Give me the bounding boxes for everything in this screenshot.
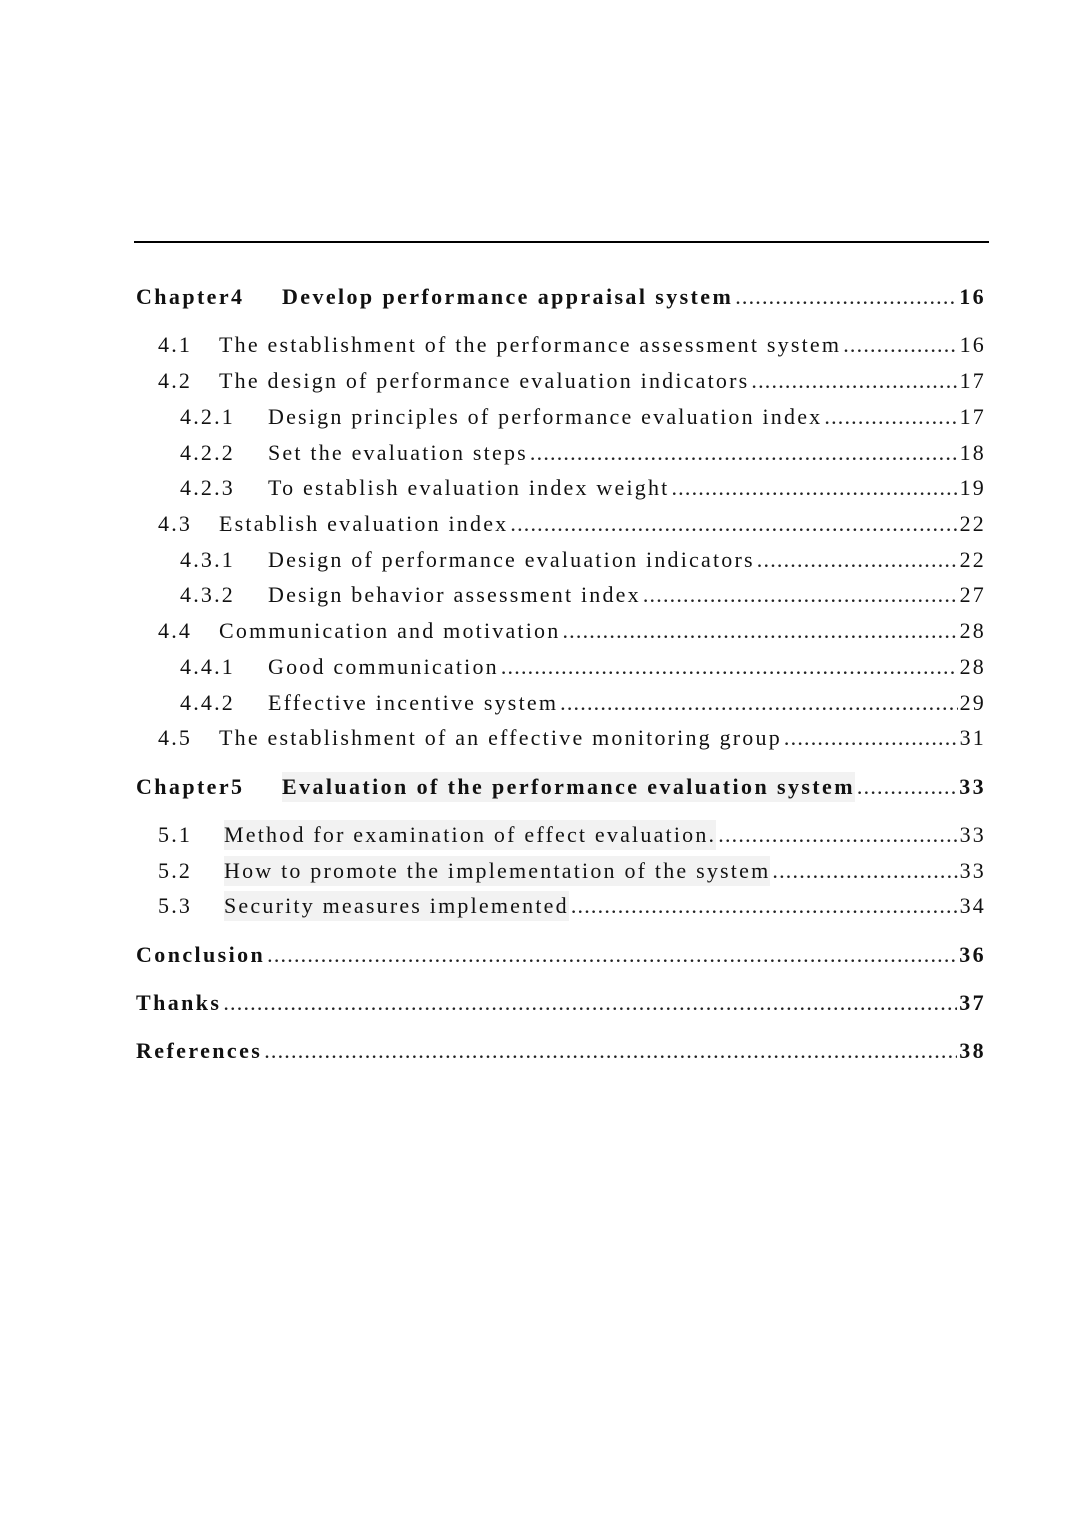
toc-entry-page: 16: [959, 332, 986, 357]
dot-leader: [267, 940, 957, 970]
toc-entry-page: 22: [959, 511, 986, 536]
toc-entry-references[interactable]: [136, 1036, 986, 1066]
toc-entry-4-3[interactable]: [136, 509, 986, 539]
toc-entry-4-2-1[interactable]: [136, 402, 986, 432]
toc-entry-title: The establishment of the performance assessment system: [219, 332, 842, 357]
toc-entry-page: 37: [959, 990, 986, 1015]
dot-leader: [772, 856, 957, 886]
toc-entry-title: How to promote the implementation of the system: [224, 856, 770, 886]
dot-leader: [751, 366, 957, 396]
toc-entry-page: 28: [959, 618, 986, 643]
toc-entry-number: 4.4.1: [180, 654, 235, 679]
dot-leader: [223, 988, 957, 1018]
toc-entry-title: Method for examination of effect evaluation.: [224, 820, 716, 850]
toc-entry-title: Effective incentive system: [268, 690, 559, 715]
toc-entry-number: 4.5: [158, 725, 193, 750]
dot-leader: [718, 820, 957, 850]
toc-entry-page: 33: [959, 858, 986, 883]
dot-leader: [562, 616, 957, 646]
toc-entry-title: Design principles of performance evaluation index: [268, 404, 823, 429]
toc-entry-page: 16: [959, 284, 986, 309]
toc-entry-page: 28: [959, 654, 986, 679]
toc-entry-title: Thanks: [136, 990, 222, 1015]
toc-entry-number: 4.2.1: [180, 404, 235, 429]
toc-entry-number: 4.3.2: [180, 582, 235, 607]
toc-entry-title: Set the evaluation steps: [268, 440, 528, 465]
toc-entry-title: The establishment of an effective monitoring group: [219, 725, 782, 750]
toc-entry-page: 19: [959, 475, 986, 500]
toc-entry-number: 5.2: [158, 858, 193, 883]
toc-entry-number: 4.1: [158, 332, 193, 357]
toc-entry-page: 27: [959, 582, 986, 607]
dot-leader: [671, 473, 957, 503]
dot-leader: [501, 652, 958, 682]
toc-entry-4-2-2[interactable]: [136, 438, 986, 468]
dot-leader: [560, 688, 957, 718]
toc-entry-chapter5[interactable]: [136, 772, 986, 802]
dot-leader: [530, 438, 958, 468]
toc-entry-number: 4.3: [158, 511, 193, 536]
toc-entry-page: 18: [959, 440, 986, 465]
toc-entry-page: 38: [959, 1038, 986, 1063]
toc-entry-thanks[interactable]: [136, 988, 986, 1018]
toc-entry-title: Design of performance evaluation indicators: [268, 547, 755, 572]
dot-leader: [843, 330, 957, 360]
toc-entry-4-4[interactable]: [136, 616, 986, 646]
toc-entry-4-1[interactable]: [136, 330, 986, 360]
toc-entry-number: 4.3.1: [180, 547, 235, 572]
dot-leader: [264, 1036, 957, 1066]
toc-entry-4-4-2[interactable]: [136, 688, 986, 718]
toc-entry-4-2[interactable]: [136, 366, 986, 396]
toc-entry-5-1[interactable]: [136, 820, 986, 850]
toc-entry-title: Establish evaluation index: [219, 511, 509, 536]
toc-entry-page: 22: [959, 547, 986, 572]
toc-entry-title: To establish evaluation index weight: [268, 475, 670, 500]
toc-entry-5-2[interactable]: [136, 856, 986, 886]
toc-entry-number: 4.2.2: [180, 440, 235, 465]
toc-entry-title: References: [136, 1038, 263, 1063]
toc-entry-4-3-1[interactable]: [136, 545, 986, 575]
dot-leader: [643, 580, 958, 610]
dot-leader: [824, 402, 957, 432]
toc-entry-title: Communication and motivation: [219, 618, 561, 643]
toc-entry-conclusion[interactable]: [136, 940, 986, 970]
toc-entry-title: Develop performance appraisal system: [282, 284, 734, 309]
toc-entry-4-5[interactable]: [136, 723, 986, 753]
toc-entry-number: 4.4.2: [180, 690, 235, 715]
toc-entry-number: 4.2.3: [180, 475, 235, 500]
toc-entry-title: Evaluation of the performance evaluation system: [282, 772, 855, 802]
toc-entry-chapter4[interactable]: [136, 282, 986, 312]
toc-entry-4-4-1[interactable]: [136, 652, 986, 682]
toc-entry-page: 17: [959, 368, 986, 393]
toc-entry-number: 4.4: [158, 618, 193, 643]
toc-entry-page: 33: [959, 822, 986, 847]
toc-entry-title: Good communication: [268, 654, 499, 679]
toc-entry-number: 5.1: [158, 822, 193, 847]
dot-leader: [757, 545, 958, 575]
toc-entry-number: 4.2: [158, 368, 193, 393]
dot-leader: [857, 772, 957, 802]
dot-leader: [571, 891, 958, 921]
toc-entry-number: 5.3: [158, 893, 193, 918]
toc-entry-page: 31: [959, 725, 986, 750]
toc-entry-title: Conclusion: [136, 942, 266, 967]
toc-entry-page: 36: [959, 942, 986, 967]
toc-entry-page: 17: [959, 404, 986, 429]
toc-entry-title: The design of performance evaluation indicators: [219, 368, 750, 393]
toc-entry-page: 33: [959, 774, 986, 799]
toc-entry-4-2-3[interactable]: [136, 473, 986, 503]
toc-entry-4-3-2[interactable]: [136, 580, 986, 610]
dot-leader: [784, 723, 958, 753]
toc-entry-page: 34: [959, 893, 986, 918]
toc-entry-page: 29: [959, 690, 986, 715]
dot-leader: [735, 282, 957, 312]
toc-entry-title: Design behavior assessment index: [268, 582, 641, 607]
toc-entry-title: Security measures implemented: [224, 891, 569, 921]
dot-leader: [510, 509, 957, 539]
toc-entry-5-3[interactable]: [136, 891, 986, 921]
toc-entry-number: Chapter5: [136, 774, 245, 799]
toc-entry-number: Chapter4: [136, 284, 245, 309]
